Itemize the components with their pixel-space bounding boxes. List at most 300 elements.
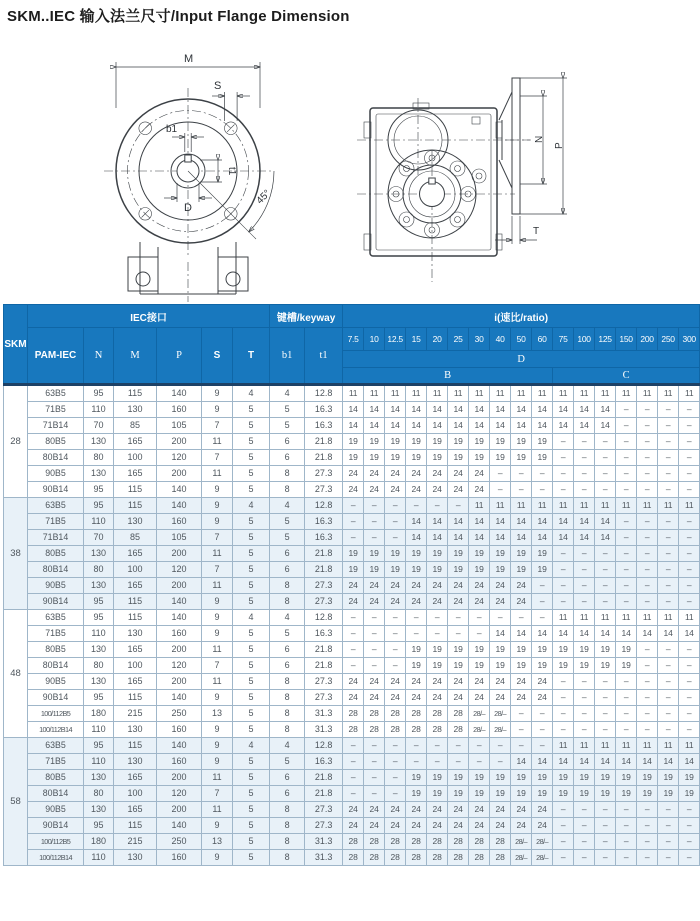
ratio-cell: – (553, 850, 574, 866)
ratio-cell: 14 (574, 402, 595, 418)
dimension-cell: 5 (233, 514, 270, 530)
ratio-cell: – (574, 594, 595, 610)
ratio-col-header: 10 (364, 328, 385, 351)
ratio-cell: 19 (574, 770, 595, 786)
dimension-cell: 85 (114, 530, 157, 546)
dimension-cell: 16.3 (305, 402, 343, 418)
ratio-cell: 19 (448, 786, 469, 802)
ratio-cell: – (343, 658, 364, 674)
ratio-cell: – (553, 834, 574, 850)
ratio-cell: – (574, 674, 595, 690)
ratio-cell: – (574, 850, 595, 866)
dimension-cell: 165 (114, 802, 157, 818)
table-row (4, 834, 700, 850)
ratio-cell: – (616, 546, 637, 562)
ratio-cell: 14 (364, 402, 385, 418)
ratio-cell: – (595, 706, 616, 722)
ratio-cell: 24 (469, 594, 490, 610)
dimension-cell: 7 (202, 450, 233, 466)
ratio-cell: 11 (616, 610, 637, 626)
pam-iec-cell: 80B14 (28, 450, 84, 466)
ratio-cell: 28 (364, 850, 385, 866)
ratio-cell: – (574, 546, 595, 562)
ratio-cell: – (637, 402, 658, 418)
ratio-col-header: 60 (532, 328, 553, 351)
ratio-cell: 24 (448, 674, 469, 690)
ratio-cell: – (574, 562, 595, 578)
keyway-group-header: 键槽/keyway (270, 305, 343, 328)
ratio-cell: – (406, 498, 427, 514)
ratio-cell: – (364, 786, 385, 802)
pam-iec-cell: 80B5 (28, 546, 84, 562)
ratio-cell: 19 (490, 562, 511, 578)
ratio-cell: – (469, 626, 490, 642)
ratio-cell: – (364, 738, 385, 754)
dimension-cell: 160 (157, 850, 202, 866)
dimension-cell: 200 (157, 770, 202, 786)
ratio-cell: – (595, 818, 616, 834)
dimension-cell: 95 (84, 482, 114, 498)
skm-group-label: 38 (4, 498, 28, 610)
table-row (4, 482, 700, 498)
ratio-cell: 14 (490, 402, 511, 418)
ratio-cell: – (658, 562, 679, 578)
ratio-cell: 28 (427, 722, 448, 738)
dimension-cell: 21.8 (305, 658, 343, 674)
ratio-cell: 19 (595, 642, 616, 658)
ratio-cell: – (637, 642, 658, 658)
ratio-cell: 19 (532, 450, 553, 466)
dimension-cell: 5 (270, 530, 305, 546)
pam-iec-cell: 71B5 (28, 754, 84, 770)
ratio-cell: – (469, 754, 490, 770)
ratio-cell: 24 (364, 594, 385, 610)
ratio-cell: 11 (574, 738, 595, 754)
dimension-cell: 165 (114, 466, 157, 482)
ratio-cell: 24 (343, 690, 364, 706)
ratio-cell: – (511, 610, 532, 626)
ratio-cell: – (490, 610, 511, 626)
ratio-cell: 24 (448, 818, 469, 834)
dimension-cell: 200 (157, 674, 202, 690)
ratio-cell: 24 (385, 690, 406, 706)
ratio-cell: 19 (532, 642, 553, 658)
ratio-cell: 24 (490, 690, 511, 706)
ratio-cell: – (385, 738, 406, 754)
dimension-cell: 215 (114, 706, 157, 722)
dimension-cell: 80 (84, 562, 114, 578)
dimension-cell: 120 (157, 786, 202, 802)
ratio-cell: 19 (532, 658, 553, 674)
dimension-cell: 12.8 (305, 498, 343, 514)
ratio-cell: 24 (343, 802, 364, 818)
dimension-cell: 115 (114, 498, 157, 514)
ratio-cell: – (532, 466, 553, 482)
ratio-cell: – (616, 690, 637, 706)
ratio-cell: – (658, 722, 679, 738)
ratio-cell: 11 (385, 385, 406, 402)
ratio-cell: 14 (427, 514, 448, 530)
ratio-cell: – (343, 610, 364, 626)
ratio-cell: – (616, 722, 637, 738)
dimension-cell: 5 (233, 594, 270, 610)
ratio-cell: 14 (679, 754, 700, 770)
ratio-cell: 11 (595, 385, 616, 402)
ratio-cell: 14 (595, 418, 616, 434)
ratio-cell: – (679, 802, 700, 818)
dimension-cell: 115 (114, 690, 157, 706)
ratio-cell: – (427, 498, 448, 514)
ratio-cell: 14 (469, 514, 490, 530)
ratio-cell: 11 (511, 498, 532, 514)
ratio-cell: 28 (343, 850, 364, 866)
col-header-p: P (157, 328, 202, 385)
ratio-col-header: 7.5 (343, 328, 364, 351)
ratio-cell: 14 (448, 530, 469, 546)
ratio-cell: 14 (511, 530, 532, 546)
ratio-col-header: 250 (658, 328, 679, 351)
ratio-cell: 28 (385, 706, 406, 722)
ratio-col-header: 100 (574, 328, 595, 351)
ratio-cell: – (343, 626, 364, 642)
ratio-cell: 19 (406, 786, 427, 802)
ratio-cell: 19 (364, 434, 385, 450)
ratio-cell: 14 (532, 402, 553, 418)
ratio-cell: 24 (343, 466, 364, 482)
dimension-cell: 70 (84, 530, 114, 546)
ratio-cell: – (616, 466, 637, 482)
ratio-cell: – (595, 450, 616, 466)
page-title: SKM..IEC 输入法兰尺寸/Input Flange Dimension (7, 8, 350, 25)
ratio-cell: 24 (448, 594, 469, 610)
ratio-cell: – (469, 610, 490, 626)
dimension-cell: 140 (157, 610, 202, 626)
ratio-cell: – (448, 738, 469, 754)
flange-front-view-diagram (86, 26, 326, 304)
dimension-cell: 5 (233, 690, 270, 706)
ratio-cell: – (364, 642, 385, 658)
dimension-cell: 200 (157, 578, 202, 594)
dimension-cell: 6 (270, 546, 305, 562)
ratio-cell: – (511, 738, 532, 754)
dimension-cell: 5 (270, 754, 305, 770)
ratio-cell: 24 (427, 482, 448, 498)
ratio-cell: – (385, 786, 406, 802)
table-row (4, 754, 700, 770)
ratio-cell: 28/– (532, 834, 553, 850)
ratio-cell: – (553, 450, 574, 466)
ratio-cell: 14 (553, 402, 574, 418)
ratio-cell: – (343, 514, 364, 530)
ratio-cell: – (679, 578, 700, 594)
ratio-cell: 14 (532, 754, 553, 770)
dimension-cell: 27.3 (305, 802, 343, 818)
ratio-cell: 28/– (511, 834, 532, 850)
ratio-col-header: 300 (679, 328, 700, 351)
ratio-cell: – (679, 402, 700, 418)
ratio-cell: 19 (616, 770, 637, 786)
ratio-cell: 14 (658, 754, 679, 770)
dimension-cell: 7 (202, 562, 233, 578)
ratio-cell: 19 (364, 450, 385, 466)
ratio-cell: 19 (658, 786, 679, 802)
ratio-cell: – (658, 402, 679, 418)
table-row (4, 498, 700, 514)
dimension-cell: 9 (202, 594, 233, 610)
ratio-cell: 11 (469, 385, 490, 402)
dimension-cell: 11 (202, 802, 233, 818)
dimension-cell: 4 (233, 738, 270, 754)
ratio-cell: 24 (343, 482, 364, 498)
ratio-cell: 24 (469, 818, 490, 834)
table-row (4, 546, 700, 562)
ratio-cell: – (448, 626, 469, 642)
ratio-cell: 24 (469, 466, 490, 482)
ratio-cell: – (679, 546, 700, 562)
dimension-cell: 5 (233, 578, 270, 594)
ratio-cell: 19 (532, 786, 553, 802)
ratio-cell: 19 (364, 562, 385, 578)
dimension-cell: 5 (233, 434, 270, 450)
ratio-cell: 14 (637, 754, 658, 770)
ratio-cell: – (490, 482, 511, 498)
dimension-cell: 8 (270, 674, 305, 690)
ratio-cell: – (532, 722, 553, 738)
ratio-cell: – (595, 674, 616, 690)
ratio-cell: – (595, 834, 616, 850)
ratio-cell: – (637, 706, 658, 722)
ratio-cell: 11 (532, 385, 553, 402)
ratio-cell: – (637, 690, 658, 706)
ratio-cell: 24 (406, 594, 427, 610)
dim-label-b1: b1 (166, 124, 178, 135)
ratio-cell: – (595, 482, 616, 498)
ratio-cell: – (616, 530, 637, 546)
ratio-cell: 28 (427, 850, 448, 866)
dimension-cell: 5 (233, 546, 270, 562)
dimension-cell: 9 (202, 514, 233, 530)
col-header-t1: t1 (305, 328, 343, 385)
ratio-cell: 28 (406, 850, 427, 866)
dimension-cell: 5 (233, 482, 270, 498)
dimension-cell: 13 (202, 706, 233, 722)
dimension-cell: 9 (202, 385, 233, 402)
ratio-cell: 24 (448, 466, 469, 482)
ratio-cell: 19 (553, 770, 574, 786)
ratio-cell: – (658, 850, 679, 866)
dimension-cell: 115 (114, 482, 157, 498)
table-row (4, 626, 700, 642)
dimension-cell: 16.3 (305, 514, 343, 530)
ratio-cell: 28 (343, 706, 364, 722)
ratio-cell: 14 (637, 626, 658, 642)
ratio-cell: 19 (616, 786, 637, 802)
dimension-cell: 110 (84, 626, 114, 642)
dimension-cell: 11 (202, 434, 233, 450)
ratio-cell: 28 (406, 722, 427, 738)
ratio-cell: 24 (364, 482, 385, 498)
dimension-cell: 9 (202, 754, 233, 770)
ratio-cell: 14 (658, 626, 679, 642)
col-header-pam-iec: PAM-IEC (28, 328, 84, 385)
dimension-cell: 100 (114, 786, 157, 802)
table-row (4, 530, 700, 546)
ratio-cell: 14 (511, 626, 532, 642)
dim-label-45deg: 45° (254, 188, 274, 207)
iec-group-header: IEC接口 (28, 305, 270, 328)
col-header-n: N (84, 328, 114, 385)
ratio-cell: – (574, 818, 595, 834)
ratio-cell: 14 (406, 418, 427, 434)
dimension-cell: 180 (84, 834, 114, 850)
ratio-cell: – (679, 418, 700, 434)
dimension-cell: 11 (202, 466, 233, 482)
dimension-cell: 130 (114, 754, 157, 770)
dimension-cell: 8 (270, 690, 305, 706)
ratio-cell: 19 (490, 770, 511, 786)
ratio-cell: – (658, 818, 679, 834)
dimension-cell: 80 (84, 786, 114, 802)
ratio-cell: 19 (469, 642, 490, 658)
dimension-cell: 160 (157, 402, 202, 418)
ratio-cell: – (343, 754, 364, 770)
dimension-cell: 12.8 (305, 738, 343, 754)
ratio-cell: 11 (637, 738, 658, 754)
ratio-cell: 11 (616, 385, 637, 402)
ratio-cell: 19 (553, 642, 574, 658)
ratio-cell: – (658, 514, 679, 530)
ratio-cell: 19 (406, 770, 427, 786)
dimension-cell: 9 (202, 610, 233, 626)
ratio-cell: – (637, 850, 658, 866)
ratio-cell: – (385, 658, 406, 674)
table-row (4, 434, 700, 450)
ratio-cell: 24 (406, 690, 427, 706)
ratio-cell: 14 (427, 402, 448, 418)
dimension-cell: 31.3 (305, 834, 343, 850)
ratio-c-header: C (553, 368, 700, 385)
dimension-cell: 11 (202, 546, 233, 562)
ratio-cell: 24 (532, 818, 553, 834)
ratio-cell: 14 (595, 530, 616, 546)
ratio-cell: 14 (532, 514, 553, 530)
ratio-cell: 24 (406, 674, 427, 690)
dimension-cell: 16.3 (305, 754, 343, 770)
ratio-cell: 24 (406, 578, 427, 594)
dimension-cell: 165 (114, 578, 157, 594)
ratio-cell: 14 (364, 418, 385, 434)
col-header-b1: b1 (270, 328, 305, 385)
ratio-cell: – (511, 706, 532, 722)
ratio-cell: 14 (448, 418, 469, 434)
dimension-cell: 8 (270, 482, 305, 498)
ratio-cell: – (595, 466, 616, 482)
dimension-cell: 21.8 (305, 450, 343, 466)
ratio-cell: 14 (574, 418, 595, 434)
ratio-cell: – (385, 642, 406, 658)
ratio-cell: 19 (595, 770, 616, 786)
ratio-cell: 19 (343, 450, 364, 466)
ratio-cell: – (637, 434, 658, 450)
dimension-cell: 130 (114, 514, 157, 530)
dimension-cell: 27.3 (305, 466, 343, 482)
ratio-cell: 11 (595, 498, 616, 514)
pam-iec-cell: 71B5 (28, 514, 84, 530)
ratio-cell: – (532, 610, 553, 626)
ratio-cell: 19 (511, 562, 532, 578)
pam-iec-cell: 90B5 (28, 466, 84, 482)
ratio-cell: – (385, 626, 406, 642)
ratio-col-header: 20 (427, 328, 448, 351)
ratio-cell: – (553, 690, 574, 706)
ratio-cell: – (364, 610, 385, 626)
col-header-t: T (233, 328, 270, 385)
table-row (4, 690, 700, 706)
dimension-cell: 120 (157, 562, 202, 578)
dimension-cell: 9 (202, 402, 233, 418)
dimension-cell: 8 (270, 802, 305, 818)
dimension-cell: 110 (84, 754, 114, 770)
pam-iec-cell: 90B14 (28, 818, 84, 834)
dimension-cell: 100 (114, 562, 157, 578)
dimension-cell: 31.3 (305, 850, 343, 866)
ratio-cell: 14 (553, 754, 574, 770)
pam-iec-cell: 63B5 (28, 385, 84, 402)
ratio-cell: 24 (343, 818, 364, 834)
dimension-cell: 27.3 (305, 818, 343, 834)
ratio-cell: 11 (595, 610, 616, 626)
dimension-cell: 8 (270, 818, 305, 834)
dimension-cell: 140 (157, 482, 202, 498)
ratio-cell: 24 (490, 818, 511, 834)
ratio-cell: – (553, 546, 574, 562)
ratio-cell: – (595, 802, 616, 818)
ratio-cell: – (616, 818, 637, 834)
dimension-cell: 5 (270, 514, 305, 530)
pam-iec-cell: 63B5 (28, 738, 84, 754)
table-row (4, 578, 700, 594)
ratio-cell: 19 (406, 642, 427, 658)
ratio-cell: – (595, 434, 616, 450)
ratio-cell: 11 (637, 385, 658, 402)
pam-iec-cell: 80B14 (28, 786, 84, 802)
dimension-cell: 9 (202, 738, 233, 754)
ratio-cell: 24 (343, 674, 364, 690)
ratio-cell: – (658, 418, 679, 434)
dimension-cell: 200 (157, 642, 202, 658)
dimension-cell: 5 (233, 402, 270, 418)
pam-iec-cell: 71B5 (28, 402, 84, 418)
dimension-cell: 8 (270, 594, 305, 610)
ratio-cell: – (658, 482, 679, 498)
table-row (4, 674, 700, 690)
ratio-cell: – (616, 850, 637, 866)
ratio-cell: 24 (469, 578, 490, 594)
ratio-cell: – (679, 450, 700, 466)
pam-iec-cell: 71B14 (28, 418, 84, 434)
pam-iec-cell: 90B5 (28, 674, 84, 690)
ratio-cell: – (343, 770, 364, 786)
gearbox-side-view-diagram (355, 66, 645, 301)
pam-iec-cell: 100/112B14 (28, 850, 84, 866)
dimension-cell: 5 (233, 818, 270, 834)
ratio-cell: – (574, 834, 595, 850)
dimension-cell: 80 (84, 658, 114, 674)
ratio-cell: 19 (427, 450, 448, 466)
ratio-cell: – (679, 706, 700, 722)
ratio-cell: – (616, 834, 637, 850)
dimension-cell: 27.3 (305, 578, 343, 594)
